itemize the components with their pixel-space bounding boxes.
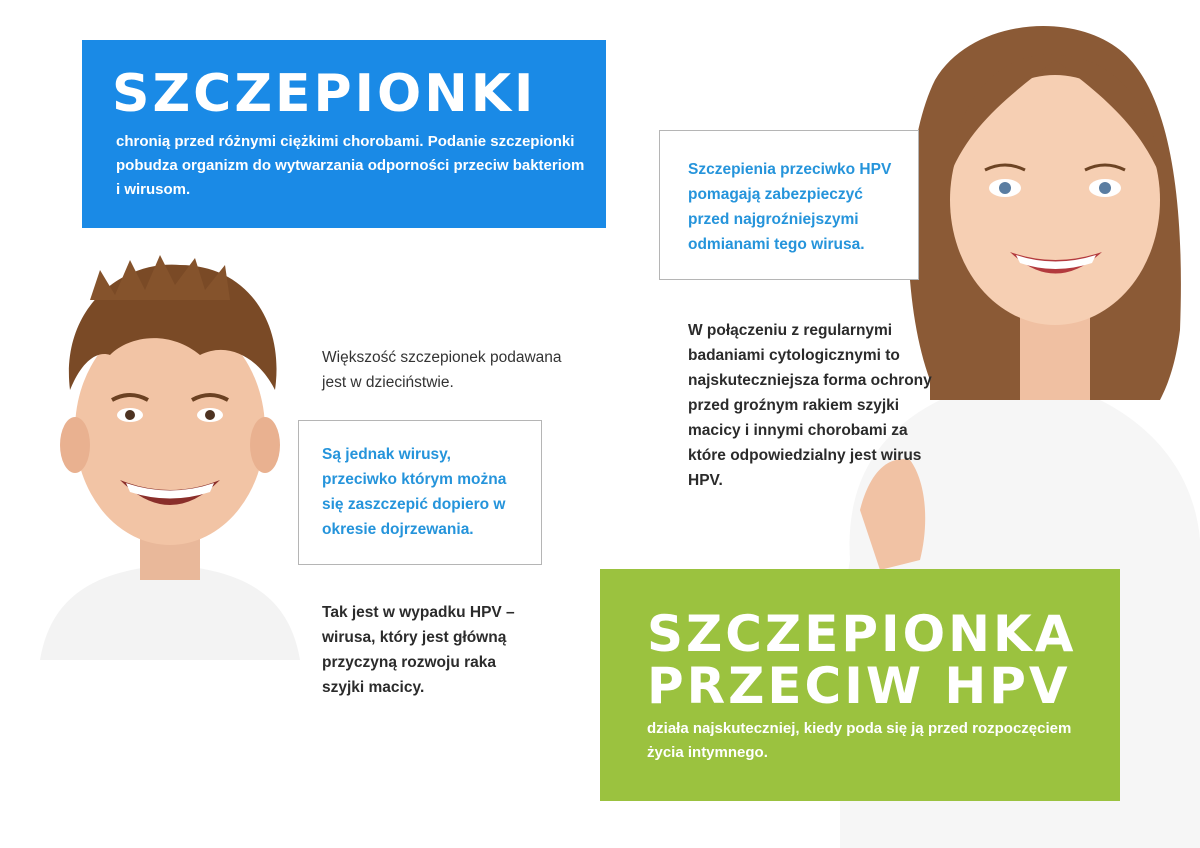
- hpv-vaccine-title-line2: PRZECIW HPV: [647, 657, 1071, 715]
- hpv-cause-text: Tak jest w wypadku HPV – wirusa, który jest główną przyczyną rozwoju raka szyjki macicy.: [322, 604, 515, 696]
- adolescence-info-text: Są jednak wirusy, przeciwko którym można się zaszczepić dopiero w okresie dojrzewania.: [322, 446, 507, 538]
- childhood-vaccines-text: Większość szczepionek podawana jest w dzieciństwie.: [322, 349, 562, 391]
- cytology-combination-text: W połączeniu z regularnymi badaniami cytologicznymi to najskuteczniejsza forma ochrony przed groźnym rakiem szyjki macicy i innymi chorobami za które odpowiedzialny jest wirus HPV.: [688, 322, 932, 489]
- vaccines-description: chronią przed różnymi ciężkimi chorobami. Podanie szczepionki pobudza organizm do wytwarzania odporności przeciw bakteriom i wirusom.: [116, 133, 585, 198]
- hpv-vaccine-description: działa najskuteczniej, kiedy poda się ją przed rozpoczęciem życia intymnego.: [647, 720, 1072, 761]
- smiling-boy-photo: [30, 240, 310, 660]
- hpv-protection-text: Szczepienia przeciwko HPV pomagają zabezpieczyć przed najgroźniejszymi odmianami tego wirusa.: [688, 161, 892, 253]
- hpv-vaccine-title-line1: SZCZEPIONKA: [647, 605, 1077, 663]
- hpv-vaccine-title: [647, 605, 1077, 715]
- vaccines-title: SZCZEPIONKI: [112, 64, 537, 124]
